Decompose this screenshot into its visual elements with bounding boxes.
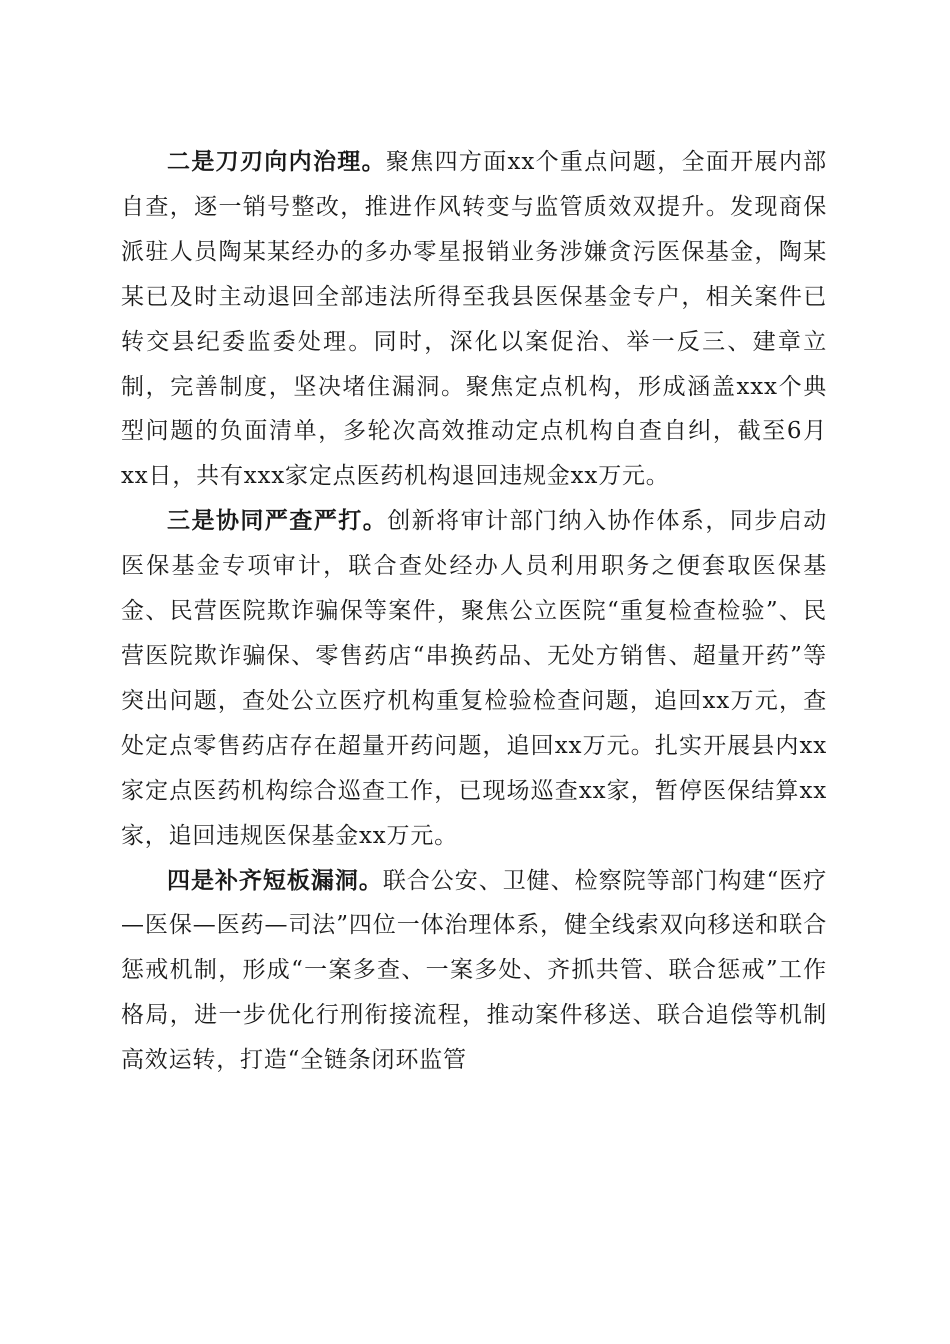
paragraph-body: 联合公安、卫健、检察院等部门构建“医疗—医保—医药—司法”四位一体治理体系，健全线索双向移送和联合惩戒机制，形成“一案多查、一案多处、齐抓共管、联合惩戒”工作格局，进一步优化行刑衔接流程，推动案件移送、联合追偿等机制高效运转，打造“全链条闭环监管 bbox=[121, 867, 827, 1074]
document-page bbox=[121, 140, 827, 1083]
paragraph-fill-gaps bbox=[121, 859, 827, 1084]
paragraph-lead: 三是协同严查严打。 bbox=[167, 507, 388, 535]
paragraph-body: 创新将审计部门纳入协作体系，同步启动医保基金专项审计，联合查处经办人员利用职务之便套取医保基金、民营医院欺诈骗保等案件，聚焦公立医院“重复检查检验”、民营医院欺诈骗保、零售药店“串换药品、无处方销售、超量开药”等突出问题，查处公立医疗机构重复检验检查问题，追回xx万元，查处定点零售药店存在超量开药问题，追回xx万元。扎实开展县内xx家定点医药机构综合巡查工作，已现场巡查xx家，暂停医保结算xx家，追回违规医保基金xx万元。 bbox=[121, 508, 828, 849]
paragraph-joint-crackdown bbox=[121, 499, 827, 858]
paragraph-lead: 四是补齐短板漏洞。 bbox=[167, 866, 383, 894]
paragraph-lead: 二是刀刃向内治理。 bbox=[167, 148, 386, 175]
paragraph-body: 聚焦四方面xx个重点问题，全面开展内部自查，逐一销号整改，推进作风转变与监管质效双提升。发现商保派驻人员陶某某经办的多办零星报销业务涉嫌贪污医保基金，陶某某已及时主动退回全部违法所得至我县医保基金专户，相关案件已转交县纪委监委处理。同时，深化以案促治、举一反三、建章立制，完善制度，坚决堵住漏洞。聚焦定点机构，形成涵盖xxx个典型问题的负面清单，多轮次高效推动定点机构自查自纠，截至6月xx日，共有xxx家定点医药机构退回违规金xx万元。 bbox=[121, 149, 827, 490]
paragraph-internal-governance bbox=[121, 140, 827, 499]
